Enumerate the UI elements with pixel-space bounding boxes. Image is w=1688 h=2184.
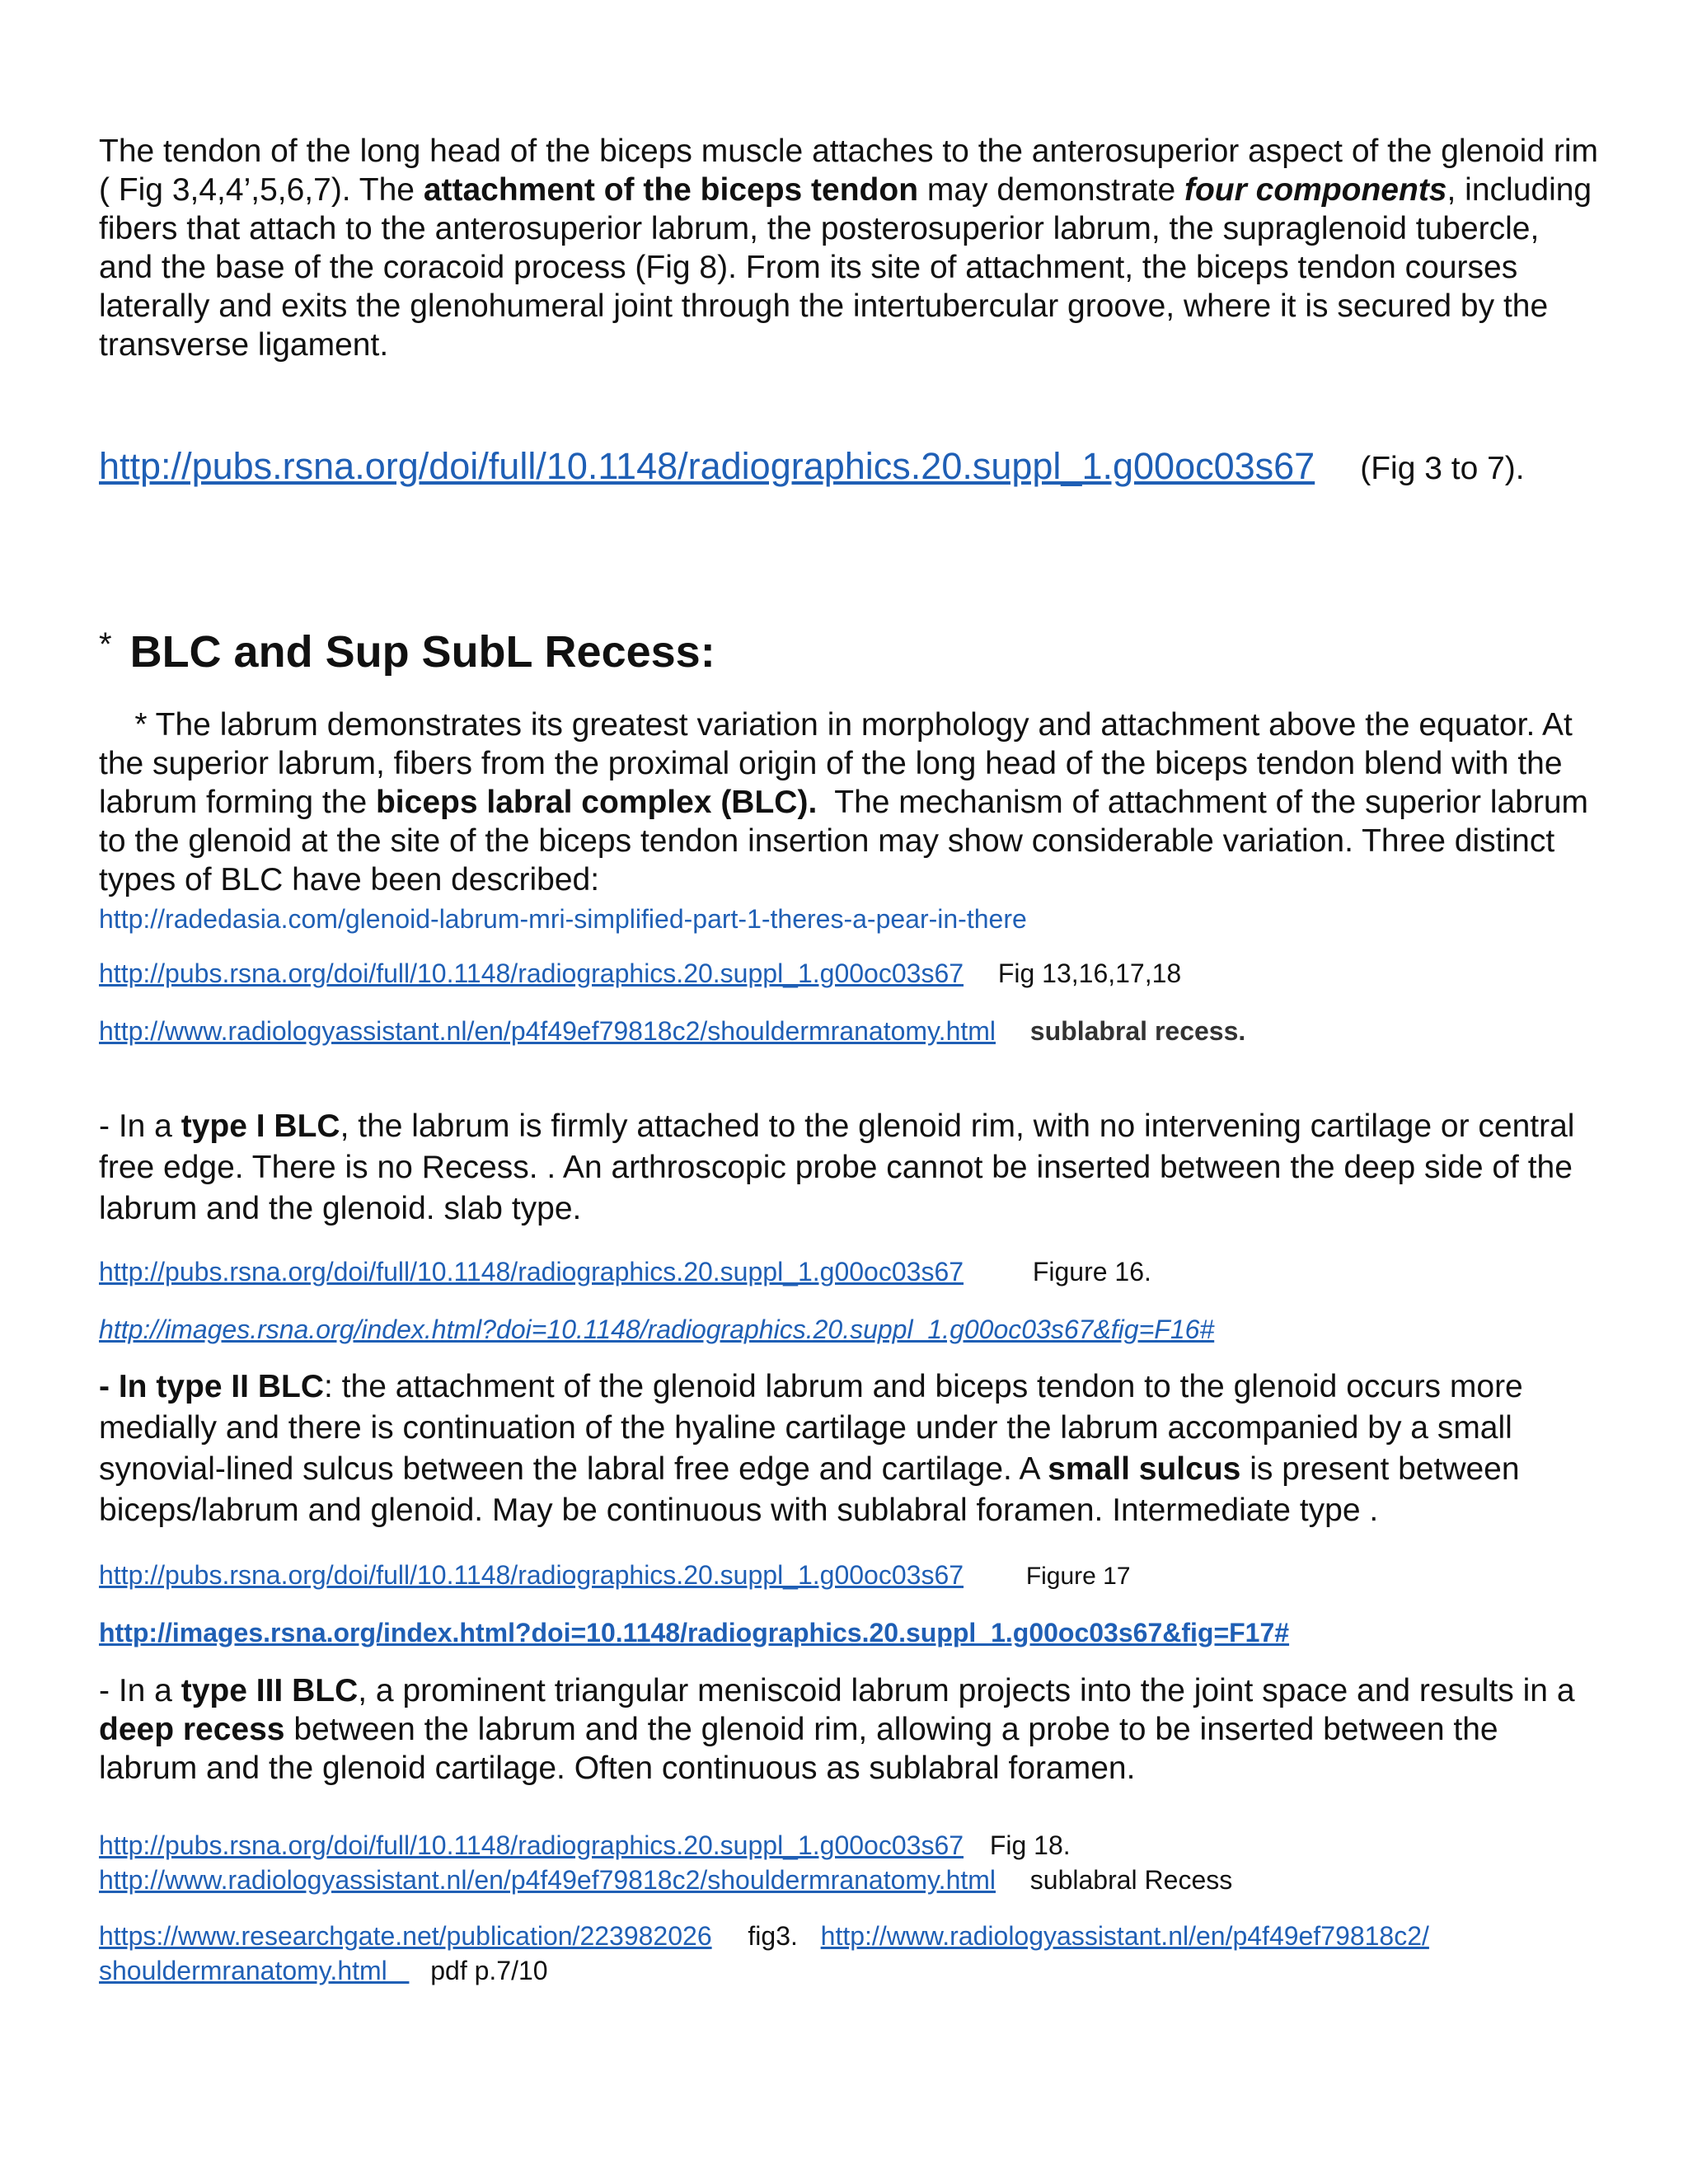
images-rsna-link-f17[interactable]: http://images.rsna.org/index.html?doi=10.1148/radiographics.20.suppl_1.g00oc03s67&fig=F17# (99, 1618, 1290, 1647)
intro-text-1: The tendon of the long head of the biceps muscle attaches to the anterosuperior aspect of the glenoid rim ( Fig 3,4,4’,5,6,7). The (99, 134, 1598, 208)
reference-note-fig3-7: (Fig 3 to 7). (1360, 451, 1525, 486)
note-fig3: fig3. (748, 1921, 798, 1951)
type1-bold: type I BLC (181, 1108, 340, 1144)
rsna-link-type2[interactable]: http://pubs.rsna.org/doi/full/10.1148/radiographics.20.suppl_1.g00oc03s67 (99, 1560, 964, 1590)
intro-bold-attachment: attachment of the biceps tendon (423, 172, 919, 208)
type2-bold-sulcus: small sulcus (1048, 1451, 1241, 1487)
intro-bold-italic-components: four components (1184, 172, 1447, 208)
type3-text-1: - In a (99, 1673, 181, 1708)
images-rsna-link-f16[interactable]: http://images.rsna.org/index.html?doi=10.1148/radiographics.20.suppl_1.g00oc03s67&fig=F16# (99, 1315, 1215, 1344)
link-row-rsna-figs (99, 956, 1181, 991)
link-row-type3-radiologyassistant (99, 1863, 1599, 1897)
researchgate-link[interactable]: https://www.researchgate.net/publication/223982026 (99, 1921, 712, 1951)
note-sublabral-recess: sublabral recess. (1029, 1016, 1246, 1046)
type3-text-2: , a prominent triangular meniscoid labrum projects into the joint space and results in a (358, 1673, 1575, 1708)
intro-text-2: may demonstrate (918, 172, 1184, 208)
type3-paragraph (99, 1671, 1599, 1788)
radedasia-link[interactable]: http://radedasia.com/glenoid-labrum-mri-simplified-part-1-theres-a-pear-in-there (99, 904, 1027, 934)
reference-line-1 (99, 443, 1525, 492)
radiologyassistant-link-3b[interactable]: shouldermranatomy.html (99, 1956, 410, 1985)
blc-intro-text-2: The mechanism of attachment of the superior labrum to the glenoid at the site of the biceps tendon insertion may show considerable variation. Three distinct types of BLC have been described: (99, 785, 1597, 898)
intro-text-3: , including fibers that attach to the anterosuperior labrum, the posterosuperior labrum, the supraglenoid tubercle, and the base of the coracoid process (Fig 8). From its site of attachment, the biceps tendon courses laterally and exits the glenohumeral joint through the intertubercular groove, where it is secured by the transverse ligament. (99, 172, 1592, 363)
type3-bold-recess: deep recess (99, 1712, 285, 1747)
type2-bold: - In type II BLC (99, 1369, 324, 1404)
link-row-researchgate (99, 1919, 1599, 1953)
type3-text-3: between the labrum and the glenoid rim, allowing a probe to be inserted between the labrum and the glenoid cartilage. Often continuous as sublabral foramen. (99, 1712, 1498, 1786)
rsna-link-type3[interactable]: http://pubs.rsna.org/doi/full/10.1148/radiographics.20.suppl_1.g00oc03s67 (99, 1830, 964, 1860)
link-row-radiologyassistant-cont (99, 1953, 1599, 1988)
note-sublabral-recess-2: sublabral Recess (1029, 1865, 1233, 1895)
link-row-type1-rsna (99, 1254, 1151, 1289)
link-row-radiologyassistant (99, 1014, 1245, 1048)
note-figure16: Figure 16. (1032, 1257, 1151, 1286)
note-figure17: Figure 17 (1025, 1563, 1131, 1590)
note-fig18: Fig 18. (989, 1830, 1071, 1860)
section-heading (99, 618, 715, 678)
link-row-type2-images (99, 1615, 1289, 1650)
type2-paragraph (99, 1366, 1599, 1531)
link-row-type2-rsna (99, 1558, 1131, 1594)
type3-links-block (99, 1828, 1599, 1988)
type3-bold: type III BLC (181, 1673, 359, 1708)
rsna-link-type1[interactable]: http://pubs.rsna.org/doi/full/10.1148/radiographics.20.suppl_1.g00oc03s67 (99, 1257, 964, 1286)
heading-star: * (99, 626, 112, 663)
rsna-link-figs[interactable]: http://pubs.rsna.org/doi/full/10.1148/radiographics.20.suppl_1.g00oc03s67 (99, 958, 964, 988)
type1-text-2: , the labrum is firmly attached to the glenoid rim, with no intervening cartilage or central free edge. There is no Recess. . An arthroscopic probe cannot be inserted between the deep side of the labrum and the glenoid. slab type. (99, 1108, 1575, 1226)
type2-text-1: : the attachment of the glenoid labrum and biceps tendon to the glenoid occurs more medially and there is continuation of the hyaline cartilage under the labrum accompanied by a small synovial-lined sulcus between the labral free edge and cartilage. A (99, 1369, 1523, 1487)
note-figs: Fig 13,16,17,18 (997, 958, 1182, 988)
type1-paragraph (99, 1106, 1599, 1230)
radiologyassistant-link-3a[interactable]: http://www.radiologyassistant.nl/en/p4f49ef79818c2/ (820, 1921, 1429, 1951)
type2-text-2: is present between biceps/labrum and glenoid. May be continuous with sublabral foramen. Intermediate type . (99, 1451, 1520, 1528)
radiologyassistant-link-2[interactable]: http://www.radiologyassistant.nl/en/p4f49ef79818c2/shouldermranatomy.html (99, 1865, 996, 1895)
link-row-radedasia (99, 902, 1027, 936)
link-row-type1-images (99, 1312, 1214, 1347)
blc-intro-text-1: * The labrum demonstrates its greatest variation in morphology and attachment above the equator. At the superior labrum, fibers from the proximal origin of the long head of the biceps tendon blend with the labrum forming the (99, 707, 1582, 820)
link-row-type3-rsna (99, 1828, 1599, 1863)
blc-intro-bold: biceps labral complex (BLC). (375, 785, 818, 820)
intro-paragraph (99, 132, 1599, 364)
radiologyassistant-link-1[interactable]: http://www.radiologyassistant.nl/en/p4f49ef79818c2/shouldermranatomy.html (99, 1016, 996, 1046)
note-pdf-page: pdf p.7/10 (430, 1956, 548, 1985)
type1-text-1: - In a (99, 1108, 181, 1144)
heading-title: BLC and Sup SubL Recess: (129, 627, 715, 677)
rsna-link-fig3-7[interactable]: http://pubs.rsna.org/doi/full/10.1148/radiographics.20.suppl_1.g00oc03s67 (99, 445, 1315, 487)
blc-intro-paragraph (99, 705, 1599, 899)
